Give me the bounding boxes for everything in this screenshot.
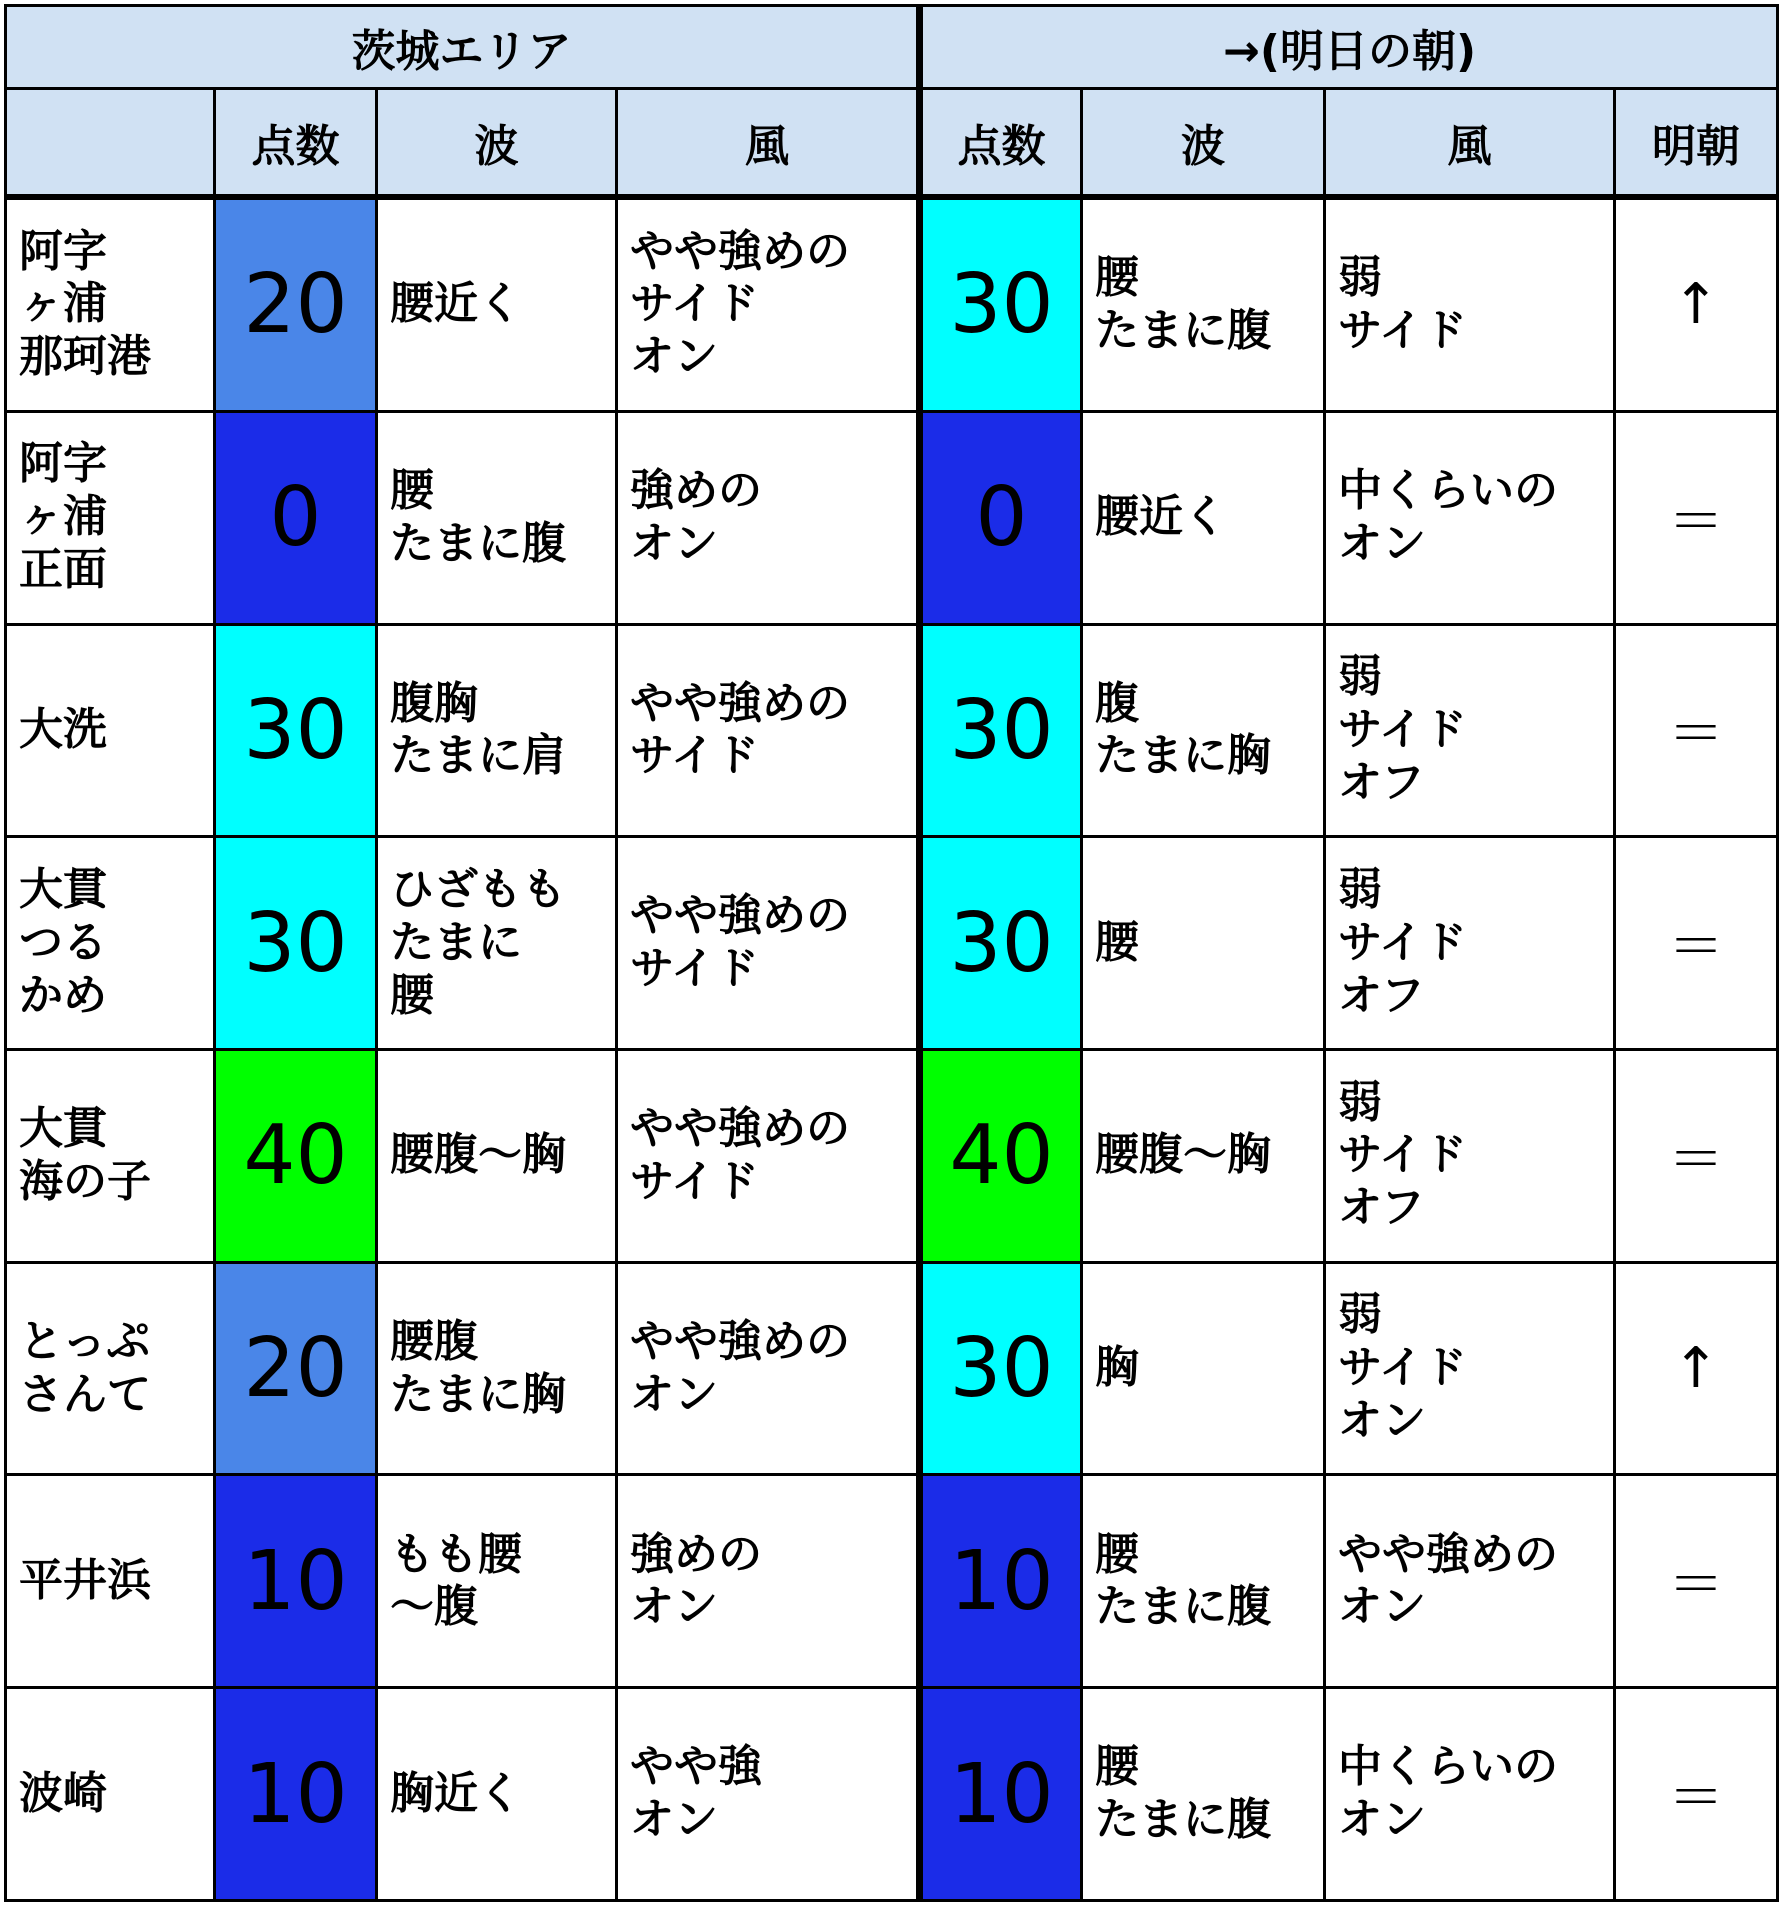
trend-indicator: ＝ bbox=[1615, 1475, 1778, 1688]
next-wind-cell: 弱 サイド オフ bbox=[1325, 624, 1615, 837]
next-wind-cell: やや強めの オン bbox=[1325, 1475, 1615, 1688]
surf-forecast-table bbox=[4, 4, 1779, 1902]
wave-cell: ひざもも たまに 腰 bbox=[377, 837, 617, 1050]
wind-column-header: 風 bbox=[617, 89, 920, 198]
score-cell: 40 bbox=[215, 1049, 377, 1262]
wind-cell: やや強 オン bbox=[617, 1688, 920, 1901]
next-score-cell: 0 bbox=[920, 411, 1082, 624]
score-cell: 0 bbox=[215, 411, 377, 624]
spot-name: 波崎 bbox=[6, 1688, 215, 1901]
spot-name: 阿字 ヶ浦 那珂港 bbox=[6, 197, 215, 411]
wind-cell: やや強めの サイド オン bbox=[617, 197, 920, 411]
next-wave-cell: 腰 たまに腹 bbox=[1082, 197, 1325, 411]
next-score-cell: 10 bbox=[920, 1688, 1082, 1901]
trend-indicator: ＝ bbox=[1615, 411, 1778, 624]
score-column-header: 点数 bbox=[215, 89, 377, 198]
table-row bbox=[6, 1262, 1778, 1475]
trend-indicator: ＝ bbox=[1615, 1049, 1778, 1262]
spot-name: 大貫 海の子 bbox=[6, 1049, 215, 1262]
trend-indicator: ↑ bbox=[1615, 1262, 1778, 1475]
trend-indicator: ↑ bbox=[1615, 197, 1778, 411]
score-cell: 10 bbox=[215, 1475, 377, 1688]
wind-cell: やや強めの オン bbox=[617, 1262, 920, 1475]
next-morning-column-header: 明朝 bbox=[1615, 89, 1778, 198]
next-wind-cell: 中くらいの オン bbox=[1325, 411, 1615, 624]
next-wind-cell: 中くらいの オン bbox=[1325, 1688, 1615, 1901]
score-cell: 30 bbox=[215, 624, 377, 837]
next-score-cell: 30 bbox=[920, 1262, 1082, 1475]
wind-cell: やや強めの サイド bbox=[617, 837, 920, 1050]
table-row bbox=[6, 1688, 1778, 1901]
area-header: 茨城エリア bbox=[6, 6, 920, 89]
score-cell: 10 bbox=[215, 1688, 377, 1901]
spot-name: 大貫 つる かめ bbox=[6, 837, 215, 1050]
next-score-cell: 30 bbox=[920, 624, 1082, 837]
next-wave-cell: 腰 bbox=[1082, 837, 1325, 1050]
score-cell: 20 bbox=[215, 197, 377, 411]
wave-cell: もも腰 ～腹 bbox=[377, 1475, 617, 1688]
next-wind-cell: 弱 サイド オン bbox=[1325, 1262, 1615, 1475]
wave-cell: 胸近く bbox=[377, 1688, 617, 1901]
table-row bbox=[6, 837, 1778, 1050]
spot-name: 大洗 bbox=[6, 624, 215, 837]
next-wave-cell: 腰腹～胸 bbox=[1082, 1049, 1325, 1262]
wave-cell: 腰近く bbox=[377, 197, 617, 411]
next-wave-cell: 腰 たまに腹 bbox=[1082, 1688, 1325, 1901]
table-row bbox=[6, 1475, 1778, 1688]
next-wave-column-header: 波 bbox=[1082, 89, 1325, 198]
next-wave-cell: 胸 bbox=[1082, 1262, 1325, 1475]
trend-indicator: ＝ bbox=[1615, 624, 1778, 837]
wave-column-header: 波 bbox=[377, 89, 617, 198]
next-wind-cell: 弱 サイド bbox=[1325, 197, 1615, 411]
wave-cell: 腰腹 たまに胸 bbox=[377, 1262, 617, 1475]
table-row bbox=[6, 1049, 1778, 1262]
next-wind-column-header: 風 bbox=[1325, 89, 1615, 198]
forecast-rows bbox=[6, 197, 1778, 1901]
wind-cell: やや強めの サイド bbox=[617, 1049, 920, 1262]
next-wave-cell: 腹 たまに胸 bbox=[1082, 624, 1325, 837]
next-wave-cell: 腰 たまに腹 bbox=[1082, 1475, 1325, 1688]
spot-name: 阿字 ヶ浦 正面 bbox=[6, 411, 215, 624]
tomorrow-header: →(明日の朝) bbox=[920, 6, 1778, 89]
wind-cell: 強めの オン bbox=[617, 1475, 920, 1688]
table-row bbox=[6, 411, 1778, 624]
wind-cell: 強めの オン bbox=[617, 411, 920, 624]
wind-cell: やや強めの サイド bbox=[617, 624, 920, 837]
next-score-cell: 30 bbox=[920, 837, 1082, 1050]
wave-cell: 腹胸 たまに肩 bbox=[377, 624, 617, 837]
next-wind-cell: 弱 サイド オフ bbox=[1325, 1049, 1615, 1262]
spot-column-header bbox=[6, 89, 215, 198]
spot-name: とっぷ さんて bbox=[6, 1262, 215, 1475]
spot-name: 平井浜 bbox=[6, 1475, 215, 1688]
next-score-cell: 30 bbox=[920, 197, 1082, 411]
next-wind-cell: 弱 サイド オフ bbox=[1325, 837, 1615, 1050]
trend-indicator: ＝ bbox=[1615, 1688, 1778, 1901]
table-row bbox=[6, 624, 1778, 837]
table-row bbox=[6, 197, 1778, 411]
next-score-cell: 40 bbox=[920, 1049, 1082, 1262]
next-wave-cell: 腰近く bbox=[1082, 411, 1325, 624]
score-cell: 20 bbox=[215, 1262, 377, 1475]
next-score-column-header: 点数 bbox=[920, 89, 1082, 198]
score-cell: 30 bbox=[215, 837, 377, 1050]
wave-cell: 腰腹～胸 bbox=[377, 1049, 617, 1262]
trend-indicator: ＝ bbox=[1615, 837, 1778, 1050]
next-score-cell: 10 bbox=[920, 1475, 1082, 1688]
wave-cell: 腰 たまに腹 bbox=[377, 411, 617, 624]
